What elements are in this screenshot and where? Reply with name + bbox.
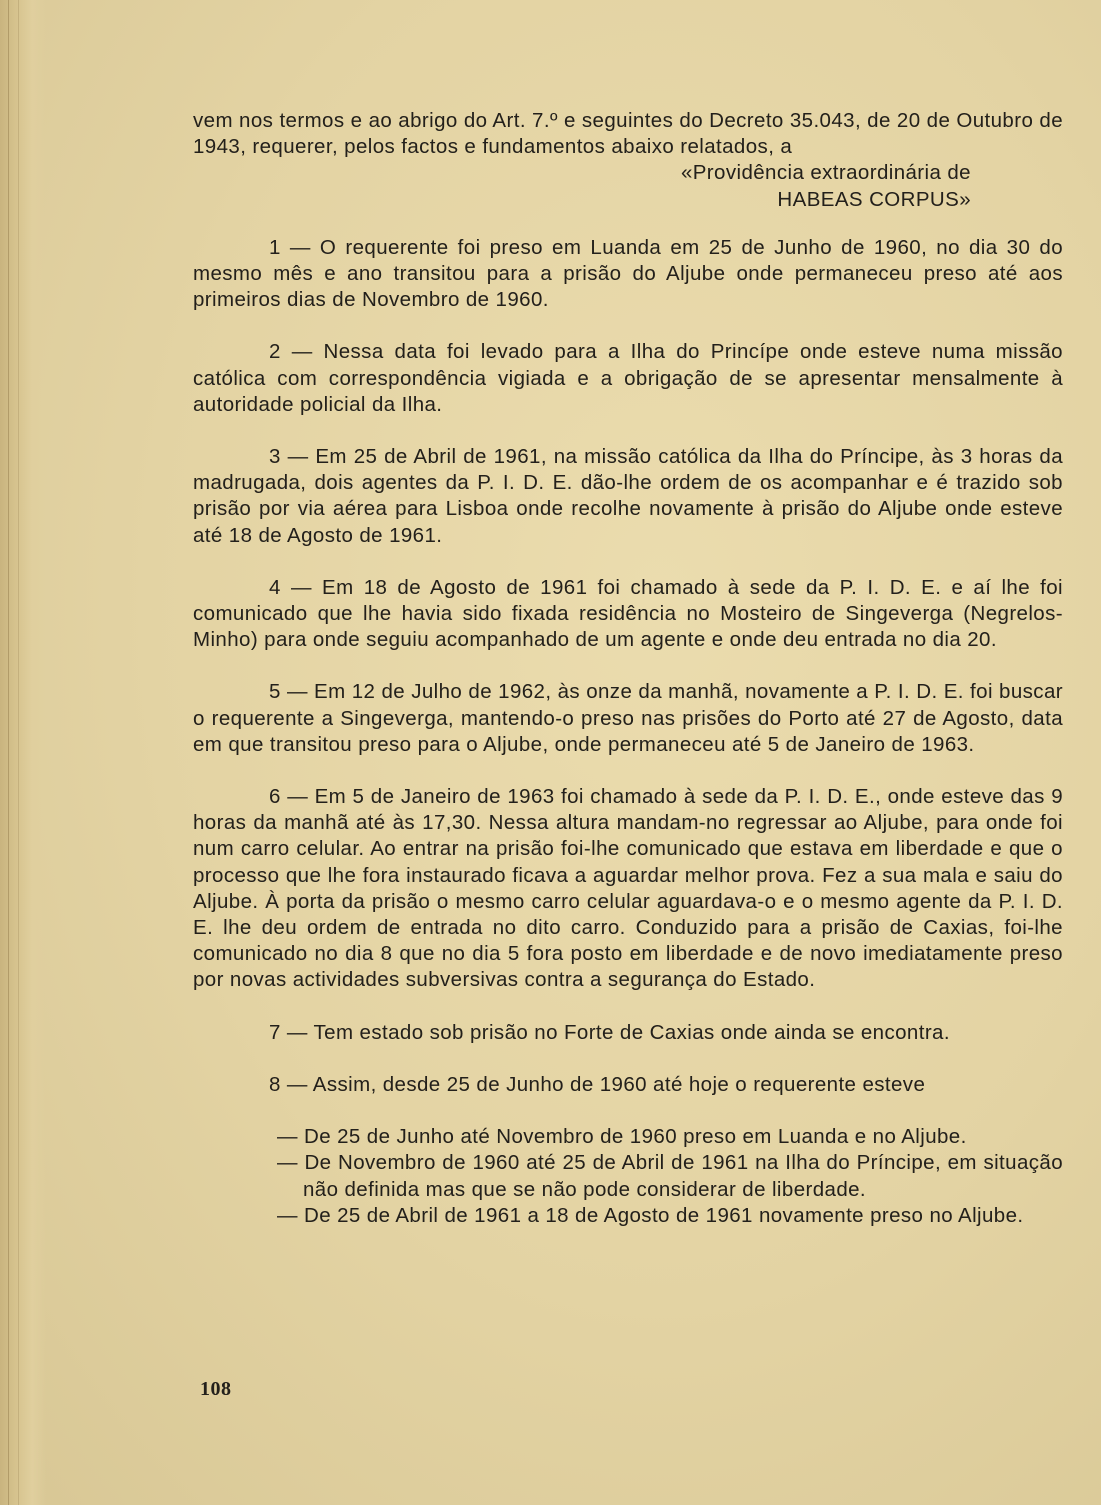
list-item: — De 25 de Junho até Novembro de 1960 preso em Luanda e no Aljube. [277,1125,967,1149]
page-number: 108 [200,1378,232,1400]
list-item: — De 25 de Abril de 1961 a 18 de Agosto de 1961 novamente preso no Aljube. [277,1203,1024,1227]
paragraph-6: 6 — Em 5 de Janeiro de 1963 foi chamado à sede da P. I. D. E., onde esteve das 9 horas da manhã até às 17,30. Nessa altura mandam-no regressar ao Aljube, para onde foi num carro celular. Ao entrar na prisão foi-lhe comunicado que estava em liberdade e que o processo que lhe fora instaurado ficava a aguardar melhor prova. Fez a sua mala e saiu do Aljube. À porta da prisão o mesmo carro celular aguardava-o e o mesmo agente da P. I. D. E. lhe deu ordem de entrada no dito carro. Conduzido para a prisão de Caxias, foi-lhe comunicado no dia 8 que no dia 5 fora posto em liberdade e de novo imediatamente preso por novas actividades subversivas contra a segurança do Estado. [193,785,1063,992]
page-gutter [0,0,46,1505]
gutter-line [18,0,19,1505]
paragraph-8: 8 — Assim, desde 25 de Junho de 1960 até hoje o requerente esteve [269,1072,926,1096]
paragraph-3: 3 — Em 25 de Abril de 1961, na missão católica da Ilha do Príncipe, às 3 horas da madrugada, dois agentes da P. I. D. E. dão-lhe ordem de os acompanhar e é trazido sob prisão por via aérea para Lisboa onde recolhe novamente à prisão do Aljube onde esteve até 18 de Agosto de 1961. [193,445,1063,547]
title-line-1: «Providência extraordinária de [680,161,971,185]
gutter-line [8,0,9,1505]
paragraph-4: 4 — Em 18 de Agosto de 1961 foi chamado à sede da P. I. D. E. e aí lhe foi comunicado que lhe havia sido fixada residência no Mosteiro de Singeverga (Negrelos-Minho) para onde seguiu acompanhado de um agente e onde deu entrada no dia 20. [193,575,1063,652]
list-item: — De Novembro de 1960 até 25 de Abril de 1961 na Ilha do Príncipe, em situação não definida mas que se não pode considerar de liberdade. [277,1151,1063,1201]
title-line-2: HABEAS CORPUS» [777,187,971,211]
page-body [193,108,1063,1229]
paragraph-5: 5 — Em 12 de Julho de 1962, às onze da manhã, novamente a P. I. D. E. foi buscar o requerente a Singeverga, mantendo-o preso nas prisões do Porto até 27 de Agosto, data em que transitou preso para o Aljube, onde permaneceu até 5 de Janeiro de 1963. [193,680,1063,756]
paragraph-2: 2 — Nessa data foi levado para a Ilha do Princípe onde esteve numa missão católica com correspondência vigiada e a obrigação de se apresentar mensalmente à autoridade policial da Ilha. [193,340,1063,416]
paragraph-1: 1 — O requerente foi preso em Luanda em 25 de Junho de 1960, no dia 30 do mesmo mês e ano transitou para a prisão do Aljube onde permaneceu preso até aos primeiros dias de Novembro de 1960. [193,235,1063,312]
intro-paragraph: vem nos termos e ao abrigo do Art. 7.º e seguintes do Decreto 35.043, de 20 de Outubro de 1943, requerer, pelos factos e fundamentos abaixo relatados, a [193,109,1063,159]
paragraph-7: 7 — Tem estado sob prisão no Forte de Caxias onde ainda se encontra. [269,1020,950,1044]
petition-title [193,160,1063,212]
